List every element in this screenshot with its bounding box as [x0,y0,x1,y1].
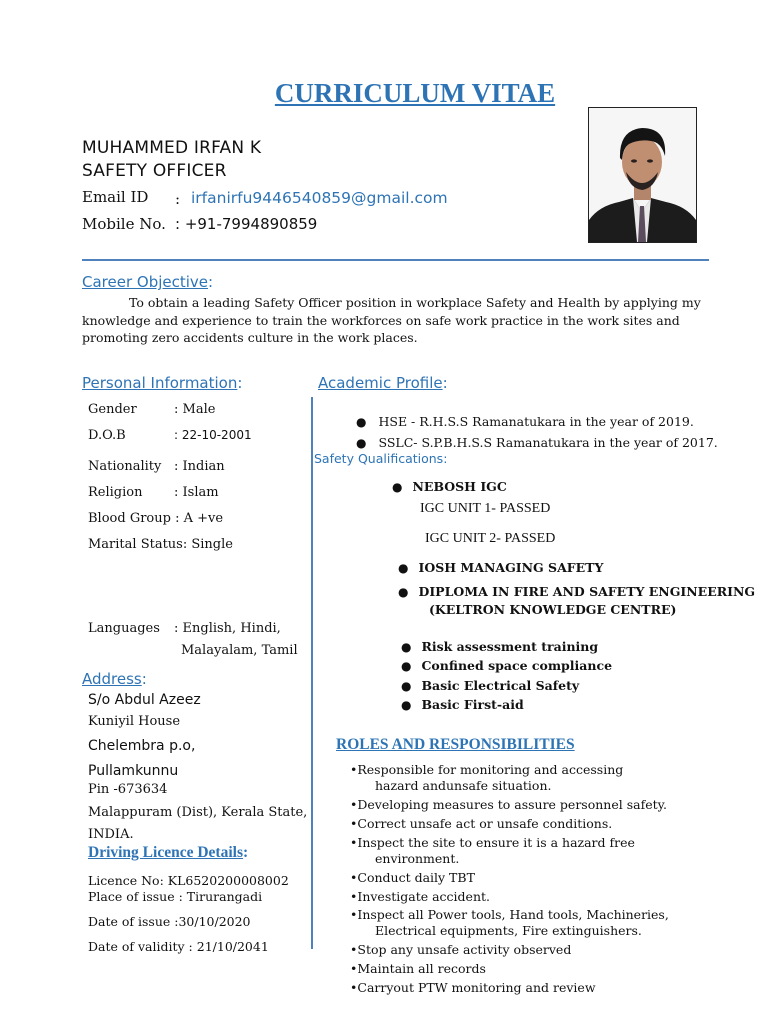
role-item-1-cont: hazard andunsafe situation. [375,778,552,793]
bullet-dot-icon: • [350,942,358,957]
role-item-7-text: Inspect all Power tools, Hand tools, Machineries, [357,907,669,922]
licence-heading-text: Driving Licence Details [88,844,243,861]
keltron-text: (KELTRON KNOWLEDGE CENTRE) [429,602,677,617]
bullet-dot-icon: ● [401,640,412,654]
academic-heading-text: Academic Profile [318,374,443,392]
bullet-dot-icon: ● [401,659,412,673]
gender-label: Gender [88,402,137,417]
role-item-4 [350,835,635,851]
training-item-1 [401,639,598,654]
career-objective-line-2: knowledge and experience to train the workforces on safe work practice in the work sites and [82,313,680,328]
marital-status: Marital Status: Single [88,537,233,552]
role-item-4-cont: environment. [375,851,460,866]
dob-value: : 22-10-2001 [174,428,252,442]
bullet-dot-icon: • [350,980,358,995]
academic-heading [318,374,448,392]
bullet-dot-icon: • [350,762,358,777]
training-item-4-text: Basic First-aid [421,697,524,712]
role-item-8 [350,942,571,958]
safety-qualifications-heading-text: Safety Qualifications [314,451,444,466]
address-line-6: Malappuram (Dist), Kerala State, [88,805,308,820]
bullet-dot-icon: ● [398,561,409,575]
dob-label: D.O.B [88,428,126,443]
role-item-7-cont: Electrical equipments, Fire extinguishers. [375,923,642,938]
bullet-dot-icon: ● [356,436,367,450]
academic-item-1-text: HSE - R.H.S.S Ramanatukara in the year of 2019. [378,414,694,429]
safety-qualifications-heading [314,451,447,466]
email-label: Email ID [82,188,149,206]
licence-issue-date: Date of issue :30/10/2020 [88,914,251,929]
profile-photo-icon [589,108,696,242]
religion-value: : Islam [174,485,219,500]
designation: SAFETY OFFICER [82,161,227,181]
bullet-dot-icon: • [350,870,358,885]
languages-label: Languages [88,621,160,636]
nationality-value: : Indian [174,459,225,474]
igc-unit-2: IGC UNIT 2- PASSED [425,531,556,546]
training-item-2 [401,658,612,673]
languages-value-1: : English, Hindi, [174,621,281,636]
diploma-text: DIPLOMA IN FIRE AND SAFETY ENGINEERING [418,584,756,599]
role-item-5-text: Conduct daily TBT [357,870,475,885]
academic-colon: : [442,374,448,392]
email-separator: : [175,190,181,208]
role-item-1 [350,762,623,778]
role-item-9 [350,961,486,977]
bullet-dot-icon: • [350,816,358,831]
licence-place: Place of issue : Tirurangadi [88,889,263,904]
career-objective-heading [82,273,213,291]
address-line-2: Kuniyil House [88,714,181,729]
address-heading [82,670,147,688]
gender-value: : Male [174,402,216,417]
role-item-3 [350,816,612,832]
bullet-dot-icon: ● [398,585,409,599]
safety-qualifications-colon: : [443,451,448,466]
religion-label: Religion [88,485,143,500]
bullet-dot-icon: • [350,889,358,904]
academic-item-2-text: SSLC- S.P.B.H.S.S Ramanatukara in the year of 2017. [378,435,718,450]
blood-group: Blood Group : A +ve [88,511,224,526]
iosh-item [398,560,603,575]
academic-item-2 [356,434,718,452]
licence-colon: : [242,844,249,861]
bullet-dot-icon: ● [392,480,403,494]
role-item-7 [350,907,669,923]
diploma-item [398,584,755,599]
role-item-2 [350,797,667,813]
nationality-label: Nationality [88,459,162,474]
bullet-dot-icon: ● [356,415,367,429]
career-objective-line-1: To obtain a leading Safety Officer position in workplace Safety and Health by applying my [129,295,701,310]
address-heading-text: Address [82,670,142,688]
bullet-dot-icon: • [350,797,358,812]
personal-info-heading [82,374,242,392]
career-objective-line-3: promoting zero accidents culture in the work places. [82,330,418,345]
licence-validity: Date of validity : 21/10/2041 [88,939,269,954]
mobile-value: : +91-7994890859 [175,215,318,233]
address-line-7: INDIA. [88,827,134,842]
bullet-dot-icon: ● [401,698,412,712]
profile-photo [588,107,697,243]
career-objective-heading-text: Career Objective [82,273,209,291]
role-item-9-text: Maintain all records [357,961,486,976]
address-line-5: Pin -673634 [88,782,168,797]
training-item-3 [401,678,579,693]
role-item-10-text: Carryout PTW monitoring and review [357,980,596,995]
column-divider [311,397,313,949]
training-item-3-text: Basic Electrical Safety [421,678,580,693]
nebosh-text: NEBOSH IGC [412,479,507,494]
role-item-8-text: Stop any unsafe activity observed [357,942,572,957]
address-line-1: S/o Abdul Azeez [88,692,201,708]
languages-value-2: Malayalam, Tamil [181,643,298,658]
roles-heading: ROLES AND RESPONSIBILITIES [336,736,575,753]
personal-info-heading-text: Personal Information [82,374,238,392]
role-item-2-text: Developing measures to assure personnel safety. [357,797,668,812]
role-item-5 [350,870,475,886]
bullet-dot-icon: • [350,835,358,850]
address-line-3: Chelembra p.o, [88,738,196,754]
bullet-dot-icon: • [350,961,358,976]
personal-info-colon: : [237,374,243,392]
bullet-dot-icon: ● [401,679,412,693]
iosh-text: IOSH MANAGING SAFETY [418,560,604,575]
person-name: MUHAMMED IRFAN K [82,138,262,158]
academic-item-1 [356,413,694,431]
role-item-4-text: Inspect the site to ensure it is a hazard free [357,835,635,850]
page-title: CURRICULUM VITAE [274,78,556,108]
mobile-label: Mobile No. [82,215,166,233]
header-divider [82,259,709,261]
role-item-6 [350,889,490,905]
role-item-6-text: Investigate accident. [357,889,491,904]
licence-number: Licence No: KL6520200008002 [88,873,289,888]
career-objective-colon: : [208,273,214,291]
igc-unit-1: IGC UNIT 1- PASSED [420,501,551,516]
role-item-3-text: Correct unsafe act or unsafe conditions. [357,816,613,831]
address-colon: : [141,670,147,688]
address-line-4: Pullamkunnu [88,763,179,779]
role-item-10 [350,980,596,996]
role-item-1-text: Responsible for monitoring and accessing [357,762,624,777]
nebosh-item [392,479,507,494]
training-item-1-text: Risk assessment training [421,639,599,654]
email-link[interactable]: irfanirfu9446540859@gmail.com [191,189,448,207]
licence-heading [88,844,248,862]
training-item-4 [401,697,524,712]
training-item-2-text: Confined space compliance [421,658,613,673]
bullet-dot-icon: • [350,907,358,922]
